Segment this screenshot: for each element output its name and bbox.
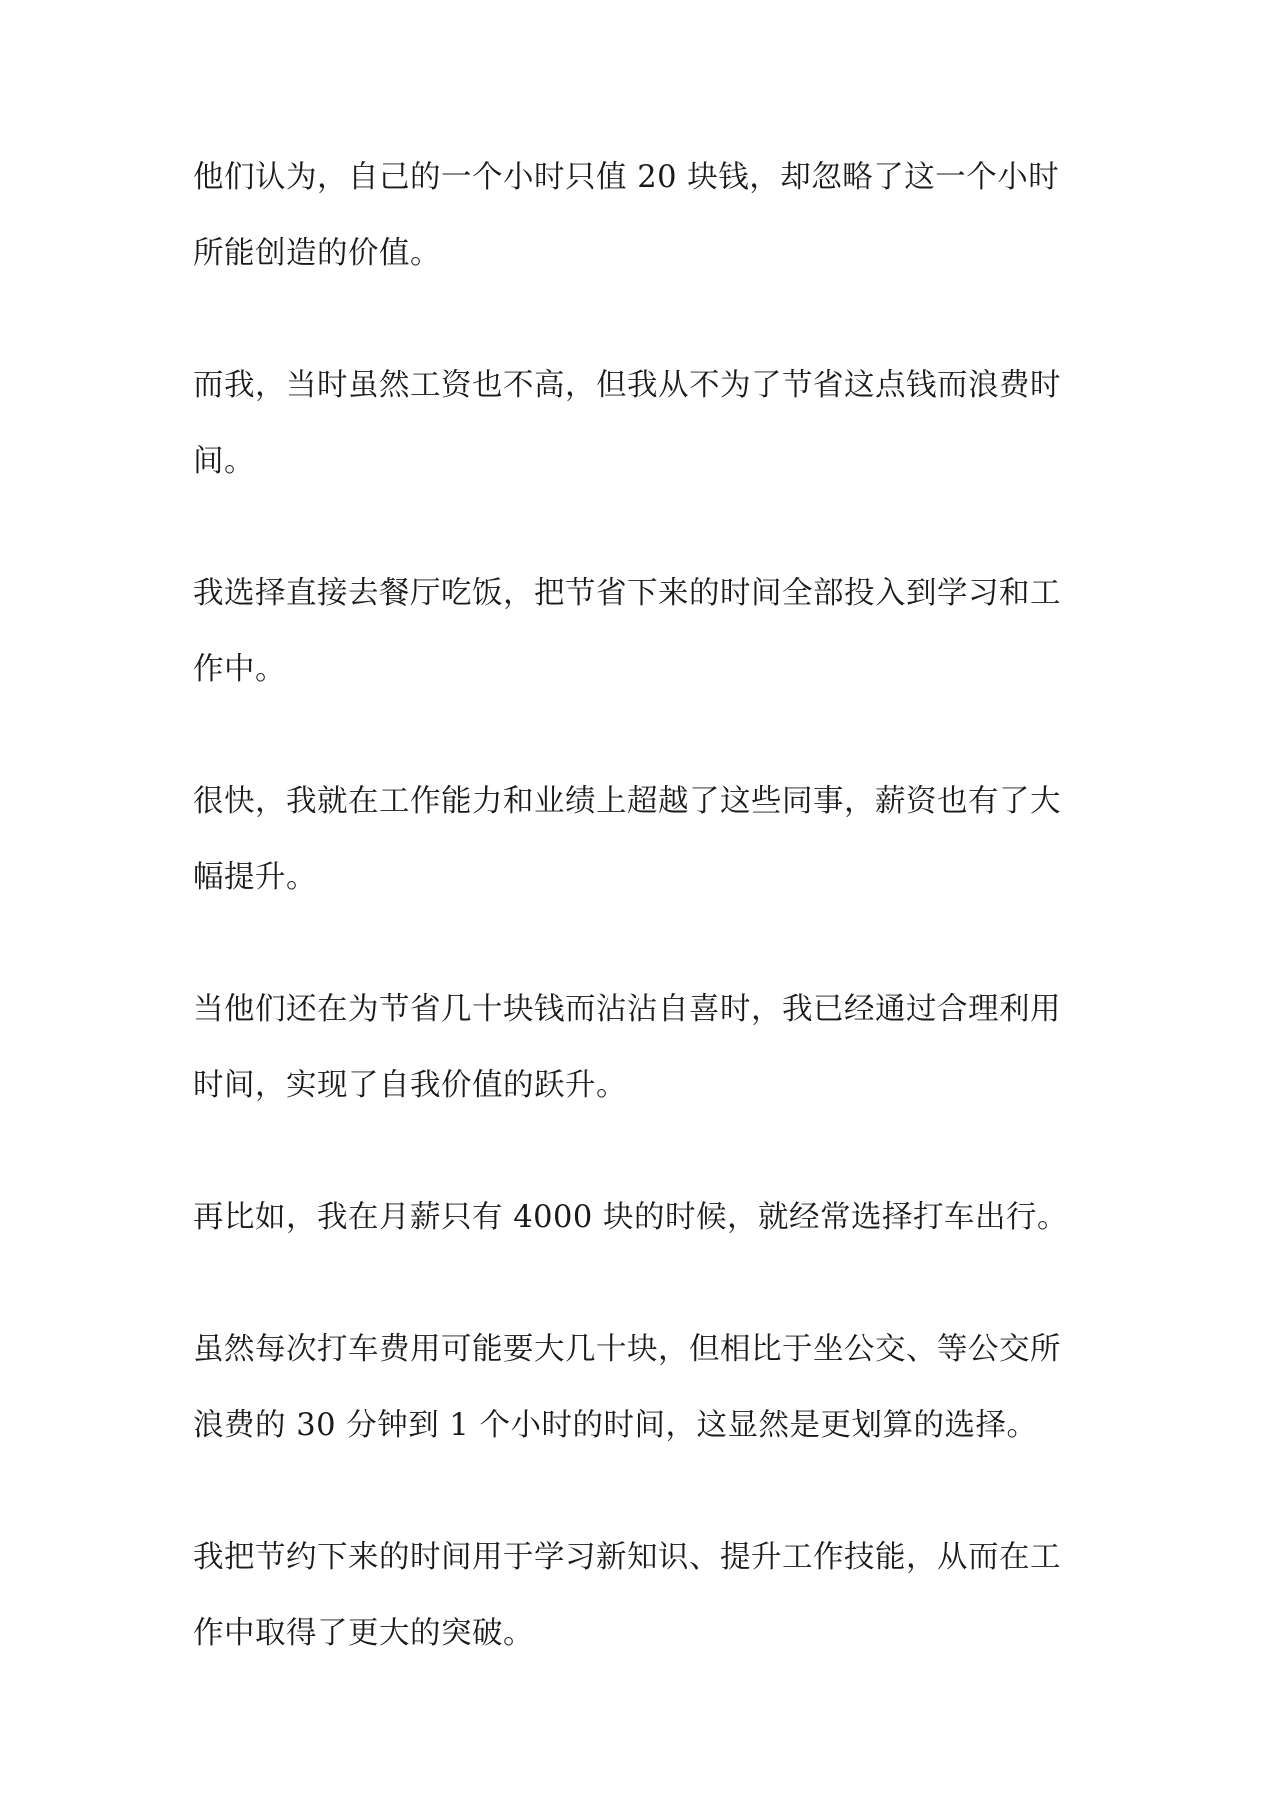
paragraph: 再比如，我在月薪只有 4000 块的时候，就经常选择打车出行。 bbox=[193, 1200, 1069, 1235]
paragraph: 虽然每次打车费用可能要大几十块，但相比于坐公交、等公交所浪费的 30 分钟到 1 个小时的时间，这显然是更划算的选择。 bbox=[193, 1332, 1061, 1443]
paragraph: 而我，当时虽然工资也不高，但我从不为了节省这点钱而浪费时间。 bbox=[193, 368, 1061, 479]
paragraph: 很快，我就在工作能力和业绩上超越了这些同事，薪资也有了大幅提升。 bbox=[193, 784, 1061, 895]
paragraph: 当他们还在为节省几十块钱而沾沾自喜时，我已经通过合理利用时间，实现了自我价值的跃升。 bbox=[193, 992, 1061, 1103]
paragraph: 我把节约下来的时间用于学习新知识、提升工作技能，从而在工作中取得了更大的突破。 bbox=[193, 1540, 1061, 1651]
paragraph: 我选择直接去餐厅吃饭，把节省下来的时间全部投入到学习和工作中。 bbox=[193, 576, 1061, 687]
document-body bbox=[193, 140, 1083, 1728]
paragraph: 他们认为，自己的一个小时只值 20 块钱，却忽略了这一个小时所能创造的价值。 bbox=[193, 160, 1060, 271]
